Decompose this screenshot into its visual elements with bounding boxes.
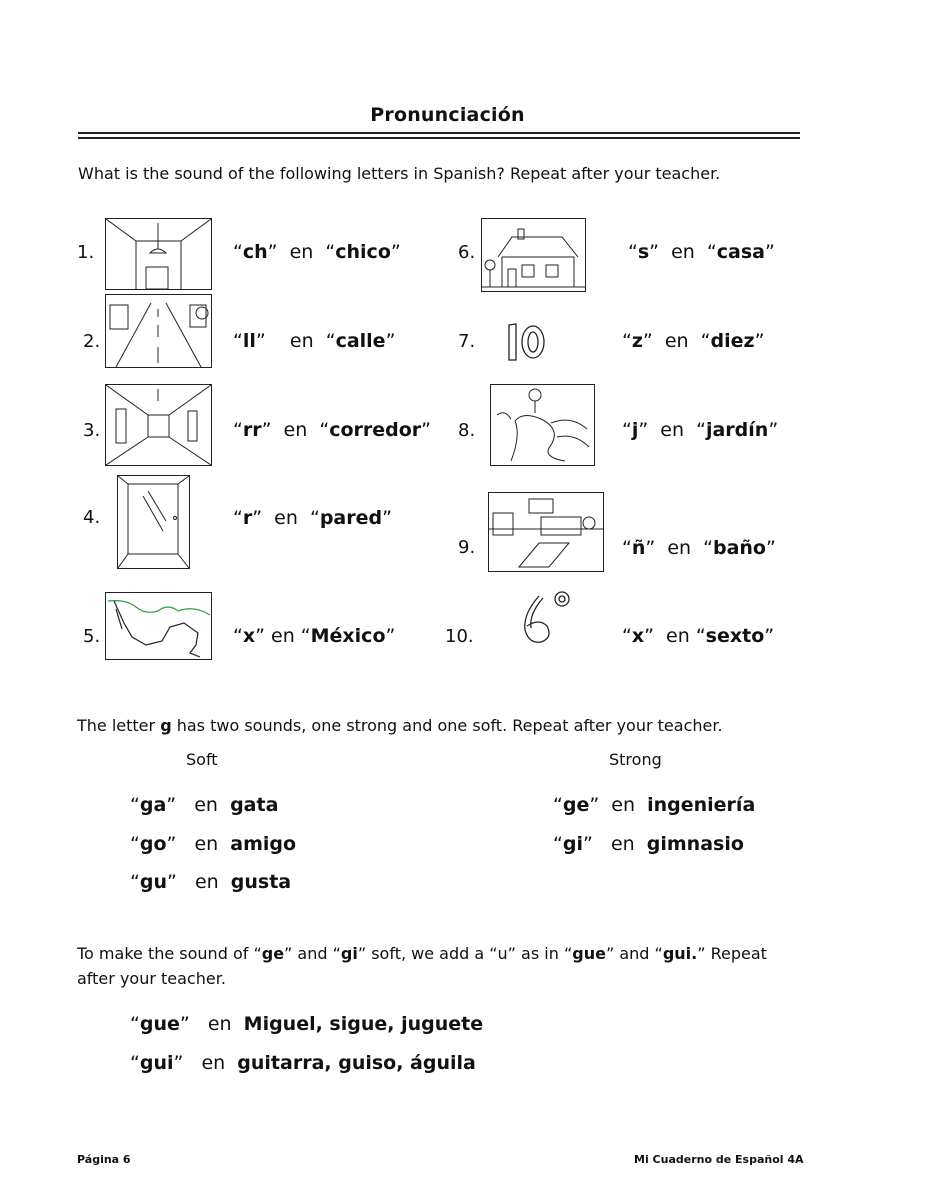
sixth-ordinal-picture (515, 586, 575, 646)
example-word: diez (710, 330, 755, 352)
bold-syllable: gi (340, 944, 358, 963)
syllable: gue (139, 1013, 180, 1035)
text: ” and “ (605, 944, 663, 963)
en-connector: en (194, 794, 218, 816)
example-word: jardín (705, 419, 769, 441)
example-words: Miguel, sigue, juguete (243, 1013, 484, 1035)
example-word: gata (230, 794, 279, 816)
item-number: 6. (458, 242, 476, 263)
item-number: 7. (458, 331, 476, 352)
item-number: 3. (83, 420, 101, 441)
text: To make the sound of “ (77, 944, 262, 963)
strong-label: Strong (609, 750, 662, 769)
pronunciation-phrase: “ñ” en “baño” (622, 537, 776, 559)
intro-text: What is the sound of the following letters in Spanish? Repeat after your teacher. (78, 164, 721, 183)
bathroom-picture (488, 492, 604, 572)
pronunciation-phrase: “x” en “sexto” (622, 625, 775, 647)
en-connector: en (667, 537, 692, 559)
example-word: calle (335, 330, 386, 352)
gui-line: “gui” en guitarra, guiso, águila (130, 1052, 476, 1074)
syllable: gui (139, 1052, 174, 1074)
letter-sound: ñ (631, 537, 646, 559)
syllable: gu (139, 871, 167, 893)
en-connector: en (283, 419, 308, 441)
letter-sound: x (631, 625, 645, 647)
letter-sound: x (242, 625, 256, 647)
letter-sound: rr (242, 419, 262, 441)
garden-picture (490, 384, 595, 466)
syllable: ga (139, 794, 167, 816)
g-intro-before: The letter (77, 716, 161, 735)
g-letter: g (160, 716, 172, 735)
syllable: gi (562, 833, 583, 855)
example-words: guitarra, guiso, águila (237, 1052, 476, 1074)
gue-line: “gue” en Miguel, sigue, juguete (130, 1013, 484, 1035)
en-connector: en (194, 871, 219, 893)
soft-syllable-line: “ga” en gata (130, 794, 279, 816)
en-connector: en (666, 625, 690, 647)
en-connector: en (274, 507, 298, 529)
footer-page-number: Página 6 (77, 1153, 131, 1166)
title-rule-top (78, 132, 800, 134)
item-number: 8. (458, 420, 476, 441)
bold-syllable: ge (261, 944, 285, 963)
mexico-map-picture (105, 592, 212, 660)
example-word: amigo (230, 833, 297, 855)
pronunciation-phrase: “z” en “diez” (622, 330, 765, 352)
text: ” Repeat (697, 944, 767, 963)
pronunciation-phrase: “j” en “jardín” (622, 419, 779, 441)
wall-picture (117, 475, 190, 569)
gue-intro-line-1 (77, 944, 767, 963)
bold-syllable: gui. (662, 944, 698, 963)
soft-label: Soft (186, 750, 218, 769)
page-title: Pronunciación (370, 104, 525, 126)
bold-syllable: gue (572, 944, 606, 963)
letter-sound: ll (242, 330, 256, 352)
example-word: chico (335, 241, 391, 263)
letter-sound: r (242, 507, 253, 529)
item-number: 2. (83, 331, 101, 352)
example-word: pared (319, 507, 383, 529)
hallway-picture (105, 384, 212, 466)
example-word: casa (716, 241, 765, 263)
item-number: 4. (83, 507, 101, 528)
syllable: go (139, 833, 167, 855)
letter-sound: ch (242, 241, 268, 263)
house-picture (481, 218, 586, 292)
item-number: 1. (77, 242, 95, 263)
item-number: 5. (83, 626, 101, 647)
en-connector: en (289, 241, 314, 263)
pronunciation-phrase: “x” en “México” (233, 625, 396, 647)
pronunciation-phrase: “r” en “pared” (233, 507, 392, 529)
en-connector: en (289, 330, 314, 352)
pronunciation-phrase: “rr” en “corredor” (233, 419, 432, 441)
text: ” soft, we add a “u” as in “ (357, 944, 573, 963)
example-word: ingeniería (647, 794, 756, 816)
number-ten-picture (505, 322, 547, 362)
en-connector: en (207, 1013, 232, 1035)
en-connector: en (671, 241, 695, 263)
letter-sound: s (637, 241, 650, 263)
street-picture (105, 294, 212, 368)
example-word: baño (712, 537, 766, 559)
title-rule-bottom (78, 137, 800, 139)
en-connector: en (194, 833, 219, 855)
gue-intro-line-2: after your teacher. (77, 969, 226, 988)
pronunciation-phrase: “ll” en “calle” (233, 330, 396, 352)
syllable: ge (562, 794, 590, 816)
example-word: corredor (329, 419, 422, 441)
example-word: gusta (230, 871, 292, 893)
en-connector: en (664, 330, 689, 352)
ceiling-lamp-picture (105, 218, 212, 290)
footer-book-title: Mi Cuaderno de Español 4A (634, 1153, 804, 1166)
item-number: 9. (458, 537, 476, 558)
en-connector: en (201, 1052, 226, 1074)
en-connector: en (610, 833, 635, 855)
soft-syllable-line: “go” en amigo (130, 833, 297, 855)
strong-syllable-line: “gi” en gimnasio (553, 833, 744, 855)
letter-sound: z (631, 330, 643, 352)
en-connector: en (271, 625, 295, 647)
g-intro-after: has two sounds, one strong and one soft. Repeat after your teacher. (171, 716, 723, 735)
text: ” and “ (284, 944, 341, 963)
g-intro-text (77, 716, 723, 735)
example-word: México (310, 625, 386, 647)
en-connector: en (660, 419, 685, 441)
example-word: sexto (705, 625, 765, 647)
soft-syllable-line: “gu” en gusta (130, 871, 292, 893)
pronunciation-phrase: “s” en “casa” (628, 241, 775, 263)
example-word: gimnasio (646, 833, 744, 855)
letter-sound: j (631, 419, 639, 441)
en-connector: en (611, 794, 636, 816)
strong-syllable-line: “ge” en ingeniería (553, 794, 756, 816)
item-number: 10. (445, 626, 474, 647)
pronunciation-phrase: “ch” en “chico” (233, 241, 401, 263)
